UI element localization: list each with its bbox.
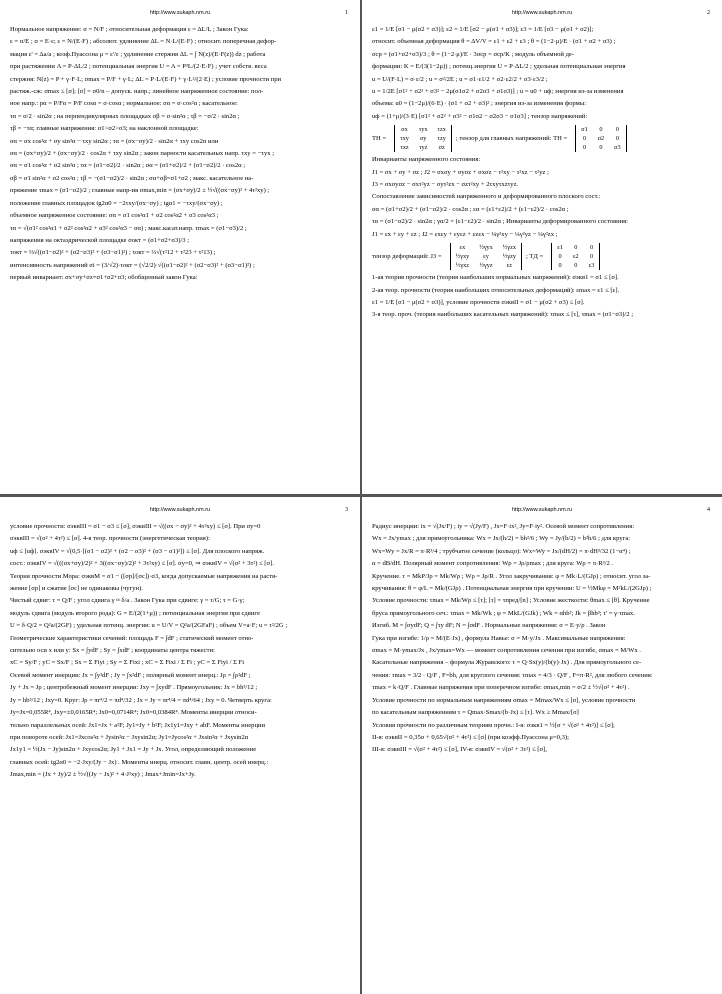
text-line: Теория прочности Мора: σэквМ = σ1 − ([σp]/[σс])·σ3, когда допускаемые напряжения на растя- xyxy=(10,572,278,580)
text-line: σmax = M·ymax/Jx , Jx/ymax=Wx — момент сопротивления сечения при изгибе, σmax = M/Wx . xyxy=(372,647,641,655)
text-line: при растяжении A = P·ΔL/2 ; потенциальная энергия U = A = P²L/(2·E·F) ; учет собств. веса xyxy=(10,63,267,71)
text-line: Гука при изгибе: 1/ρ = M/(E·Jx) , формула Навье: σ = M·y/Jx . Максимальные напряжения: xyxy=(372,634,626,642)
page-number: 4 xyxy=(707,507,710,513)
text-line: положение главных площадок tg2α0 = −2τxy/(σx−σy) ; tgα1 = −τxy/(σx−σy) ; xyxy=(10,199,223,207)
matrix-cell: ½γxy xyxy=(455,253,470,261)
matrix-cell: εy xyxy=(483,253,489,261)
text-line: τα = σ/2 · sin2α ; на перпендикулярных площадках σβ = σ·sin²α ; τβ = −σ/2 · sin2α ; xyxy=(10,112,240,120)
text-line: при повороте осей: Jx1=Jxcos²α + Jysin²α − Jxysin2α; Jy1=Jycos²α + Jxsin²α + Jxysin2α xyxy=(10,733,249,741)
matrix-cell: 0 xyxy=(558,262,562,270)
text-line: объемное напряженное состояние: σα = σ1 cos²α1 + σ2 cos²α2 + σ3 cos²α3 ; xyxy=(10,212,219,220)
matrix-cell: 0 xyxy=(589,244,594,252)
matrix-cell: 0 xyxy=(582,135,587,143)
matrix-cell: ½γxz xyxy=(455,262,470,270)
principal-strain-matrix xyxy=(551,243,600,270)
text-line: интенсивность напряжений σi = (3/√2)·τокт = (√2/2)·√((σ1−σ2)² + (σ2−σ3)² + (σ3−σ1)²) ; xyxy=(10,261,255,269)
text-line: ное напр.: pα = P/Fα = P/F cosα = σ·cosα ; нормальное: σα = σ·cos²α ; касательное: xyxy=(10,100,238,108)
text-line: σβ = σ1 sin²α + σ2 cos²α ; τβ = −(σ1−σ2)/2 · sin2α ; σα+σβ=σ1+σ2 ; макс. касательное на- xyxy=(10,174,254,182)
text-line: σα = σ1 cos²α + σ2 sin²α ; τα = (σ1−σ2)/2 · sin2α ; σα = (σ1+σ2)/2 + (σ1−σ2)/2 · cos2α ; xyxy=(10,162,246,170)
matrix-cell: 0 xyxy=(574,244,578,252)
page-url: http://www.sukaph.nm.ru xyxy=(149,10,211,16)
matrix-cell: τxz xyxy=(400,144,409,152)
matrix-cell: 0 xyxy=(574,262,578,270)
matrix-cell: 0 xyxy=(582,144,587,152)
text-line: J3 = σxσyσz − σxτ²yz − σyτ²zx − σzτ²xy + 2τxyτxzτyz. xyxy=(372,181,519,189)
text-line: напряжения на октаэдрической площадке σокт = (σ1+σ2+σ3)/3 ; xyxy=(10,236,190,244)
text-line: пряжение τmax = (σ1−σ2)/2 ; главные напр-ия σmax,min = (σx+σy)/2 ± ½√((σx−σy)² + 4τ²xy) ; xyxy=(10,187,270,195)
matrix-cell: σz xyxy=(438,144,445,152)
page-header xyxy=(372,507,712,521)
page-header xyxy=(10,10,350,24)
matrix-cell: τzx xyxy=(437,126,446,134)
text-line: III-я: σэквIII = √(σ² + 4τ²) ≤ [σ], IV-я: σэквIV = √(σ² + 3τ²) ≤ [σ], xyxy=(372,746,547,754)
text-line: объема: u0 = (1−2μ)/(6·E) · (σ1 + σ2 + σ3)² ; энергия из-за изменения формы: xyxy=(372,100,587,108)
page-number: 1 xyxy=(345,10,348,16)
matrix-cell: σ2 xyxy=(597,135,605,143)
matrix-cell: σx xyxy=(401,126,408,134)
matrix-cell: ε2 xyxy=(572,253,579,261)
matrix-cell: τyz xyxy=(419,144,428,152)
text-line: u = 1/2E [σ1² + σ2² + σ3² − 2μ(σ1σ2 + σ2σ3 + σ1σ3)] ; u = u0 + uф; энергия из-за изменения xyxy=(372,88,624,96)
page-3 xyxy=(10,507,350,981)
text-line: Геометрические характеристики сечений: площадь F = ∫dF ; статический момент отно- xyxy=(10,634,254,642)
text-line: 1-ая теория прочности (теория наибольших нормальных напряжений): σэкв1 = σ1 ≤ [σ]. xyxy=(372,274,619,282)
matrix-cell: ε3 xyxy=(588,262,595,270)
strain-tensor-matrix xyxy=(450,243,522,270)
page-1 xyxy=(10,10,350,484)
text-line: 2-ая теор. прочности (теория наибольших относительных деформаций): εmax = ε1 ≤ [ε]. xyxy=(372,286,620,294)
text-line: Изгиб. M = ∫σydF; Q = ∫τy dF; N = ∫σdF . Нормальные напряжения: σ = E·y/ρ . Закон xyxy=(372,622,606,630)
matrix-cell: εz xyxy=(506,262,513,270)
page-header xyxy=(372,10,712,24)
text-line: жение [σp] и сжатие [σс] не одинаковы (чугун). xyxy=(10,585,143,593)
matrix-cell: 0 xyxy=(615,135,619,143)
stress-tensor-matrix xyxy=(394,125,452,152)
horizontal-divider xyxy=(0,494,722,497)
text-line: ε1 = 1/E [σ1 − μ(σ2 + σ3)]; ε2 = 1/E [σ2 − μ(σ1 + σ3)]; ε3 = 1/E [σ3 − μ(σ1 + σ2)]; xyxy=(372,26,594,33)
matrix-cell: τzy xyxy=(437,135,446,143)
text-line: σα = (σ1+σ2)/2 + (σ1−σ2)/2 · cos2α ; εα = (ε1+ε2)/2 + (ε1−ε2)/2 · cos2α ; xyxy=(372,205,569,213)
text-line: τmax = k·Q/F . Главные напряжения при поперечном изгибе: σmax,min = σ/2 ± ½√(σ² + 4τ²) . xyxy=(372,684,630,692)
text-line: мация ε' = Δa/a ; коэф.Пуассона μ = ε'/ε ; удлинение стержня ΔL = ∫ N(z)/(E·F(z)) dz ; работа xyxy=(10,50,266,58)
matrix-cell: ε1 xyxy=(557,244,563,252)
text-line: Условия прочности по различным теориям прочн.: I-я: σэкв1 = ½[σ + √(σ² + 4τ²)] ≤ [σ]; xyxy=(372,721,615,729)
text-line: Jy + Jx = Jρ ; центробежный момент инерции: Jxy = ∫xydF . Прямоугольник: Jx = bh³/12 ; xyxy=(10,684,258,692)
text-line: кручивания: θ = φ/L = Mk/(GJρ) . Потенциальная энергия при кручении: U = ½Mkφ = M²kL/(2GJρ) ; xyxy=(372,585,652,593)
matrix-cell: ½γzx xyxy=(502,244,516,252)
text-line: Касательные напряжения – формула Журавского: τ = Q·Sx(y)/(b(y)·Jx) . Для прямоугольного се- xyxy=(372,659,642,667)
text-line: первый инвариант: σx+σy+σz=σ1+σ2+σ3; обобщенный закон Гука: xyxy=(10,274,198,282)
text-line: Wx=Wy = Jx/R = π·R³/4 ; трубчатое сечение (кольцо): Wx=Wy = Jx/(dH/2) = π·dH³/32 (1−α⁴) ; xyxy=(372,547,631,555)
text-line: по касательным напряжениям τ = Qmax·Smax/(b·Jx) ≤ [τ]. Wx ≥ Mmax/[σ] xyxy=(372,709,579,717)
text-line: сост.: σэквIV = √(((σx+σy)/2)² + 3((σx−σy)/2)² + 3τ²xy) ≤ [σ]. σy=0, ⇒ σэквIV = √(σ² + 3τ²) ≤ [σ]. xyxy=(10,560,274,568)
text-line: Jx1y1 = ½(Jx − Jy)sin2α + Jxycos2α; Jy1 + Jx1 = Jy + Jx. Угол, определяющий положение xyxy=(10,746,257,754)
text-line: главных осей: tg2α0 = −2·Jxy/(Jy − Jx) . Моменты инерц. относит. главн. центр. осей инерц.: xyxy=(10,758,269,766)
text-line: Условие прочности по нормальным напряжениям σmax = Mmax/Wx ≤ [σ], условие прочности xyxy=(372,696,636,704)
text-line: U = δ·Q/2 = Q²a/(2GF) ; удельная потенц. энергия: u = U/V = Q²a/(2GFaF) ; объем V=a·F; u = τ²/2G ; xyxy=(10,622,288,630)
page-url: http://www.sukaph.nm.ru xyxy=(149,507,211,513)
text-line: Инварианты напряженного состояния: xyxy=(372,156,481,164)
text-line: относит. объемная деформация θ = ΔV/V = ε1 + ε2 + ε3 ; θ = (1−2·μ)/E · (σ1 + σ2 + σ3) ; xyxy=(372,38,616,46)
text-line: J1 = σx + σy + σz ; J2 = σxσy + σyσz + σxσz − τ²xy − τ²xz − τ²yz ; xyxy=(372,168,549,176)
text-line: Wx = Jx/ymax ; для прямоугольника: Wx = Jx/(h/2) = bh²/6 ; Wy = Jy/(b/2) = b²h/6 ; для круга: xyxy=(372,535,631,543)
text-line: Чистый сдвиг: τ = Q/F ; угол сдвига γ ≈ δ/a . Закон Гука при сдвиге: γ = τ/G; τ = G·γ; xyxy=(10,597,245,605)
page-url: http://www.sukaph.nm.ru xyxy=(511,507,573,513)
matrix-cell: τxy xyxy=(400,135,409,143)
matrix-cell: σy xyxy=(419,135,427,143)
text-line: uф ≤ [uф]. σэквIV = √(0,5·[(σ1 − σ2)² + (σ2 − σ3)² + (σ3 − σ1)²]) ≤ [σ]. Для плоского напряж. xyxy=(10,547,265,555)
principal-tensor-matrix xyxy=(575,125,626,152)
text-line: J1 = εx + εy + εz ; J2 = εxεy + εyεz + εzεx − ¼γ²xy − ¼γ²yz − ¼γ²zx ; xyxy=(372,230,558,238)
page-text xyxy=(10,521,350,782)
text-line: τα = (σ1−σ2)/2 · sin2α ; γα/2 = (ε1−ε2)/2 · sin2α ; Инварианты деформированного состояния: xyxy=(372,218,629,226)
text-line: Кручение. τ = MkΡ/Jρ = Mk/Wρ ; Wρ = Jρ/R . Угол закручивания: φ = Mk·L/(GJρ) ; относит. угол за- xyxy=(372,572,651,580)
text-line: Сопоставление зависимостей напряженного и деформированного плоского сост.: xyxy=(372,193,601,201)
page-text xyxy=(10,24,350,285)
page-text xyxy=(372,521,712,757)
page-header xyxy=(10,507,350,521)
matrix-cell: 0 xyxy=(558,253,562,261)
text-line: Jy=Jx=0,055R⁴, Jxy=±0,0165R⁴; Jx0=0,0714R⁴; Jx0=0,0384R⁴. Моменты инерции относи- xyxy=(10,709,257,717)
matrix-cell: 0 xyxy=(589,253,594,261)
text-line: II-я: σэквII = 0,35σ + 0,65√(σ² + 4τ²) ≤ [σ] (при коэфф.Пуассона μ=0,3); xyxy=(372,733,569,741)
matrix-cell: εx xyxy=(459,244,466,252)
text-line: чения: τmax = 3/2 · Q/F , F=bh, для круглого сечения: τmax = 4/3 · Q/F , F=π·R², для любого сечения: xyxy=(372,671,653,679)
page-text-top xyxy=(372,24,712,123)
text-line: u = U/(F·L) = σ·ε/2 ; u = σ²/2E ; u = σ1·ε1/2 + σ2·ε2/2 + σ3·ε3/2 ; xyxy=(372,75,548,83)
text-line: xC = Sy/F ; yC = Sx/F ; Sx = Σ Fiyi ; Sy = Σ Fixi ; xC = Σ Fixi / Σ Fi ; yC = Σ Fiyi / Σ Fi xyxy=(10,659,245,667)
strain-tensor-label: тензор деформаций: J3 = xyxy=(372,253,442,261)
text-line: тельно параллельных осей: Jx1=Jx + a²F; Jy1=Jy + b²F; Jx1y1=Jxy + abF. Моменты инерции xyxy=(10,721,266,729)
text-line: σср = (σ1+σ2+σ3)/3 ; θ = (1−2·μ)/E · 3σср = σср/K ; модуль объемной де- xyxy=(372,50,575,58)
page-url: http://www.sukaph.nm.ru xyxy=(511,10,573,16)
text-line: модуль сдвига (модуль второго рода): G = E/(2(1+μ)) ; потенциальная энергия при сдвиге xyxy=(10,609,260,617)
page-number: 3 xyxy=(345,507,348,513)
text-line: σα = σx cos²α + σy sin²α − τxy sin2α ; τα = (σx−σy)/2 · sin2α + τxy cos2α или xyxy=(10,137,219,145)
stress-tensor-row xyxy=(372,123,712,154)
vertical-divider xyxy=(360,0,362,994)
text-line: ε = σ/E ; σ = E·ε; ε = N/(E·F) ; абсолют. удлинение ΔL = N·L/(E·F) ; относит. поперечная дефор- xyxy=(10,38,277,46)
text-line: условие прочности: σэквIII = σ1 − σ3 ≤ [σ], σэквIII = √((σx − σy)² + 4τ²xy) ≤ [σ]. При σy=0 xyxy=(10,523,261,530)
text-line: растяж.-сж: σmax ≤ [σ]; [σ] = σ0/n – допуск. напр.; линейное напряженное состояние: пол- xyxy=(10,88,264,96)
text-line: Радиус инерции: ix = √(Jx/F) ; iy = √(Jy/F) , Jx=F·ix², Jy=F·iy². Осевой момент сопротивления: xyxy=(372,523,635,530)
text-line: сительно оси x или y: Sx = ∫ydF ; Sy = ∫xdF ; координаты центра тяжести: xyxy=(10,647,215,655)
matrix-cell: τyx xyxy=(418,126,428,134)
matrix-cell: 0 xyxy=(599,126,603,134)
text-line: ε1 = 1/E [σ1 − μ(σ2 + σ3)], условие прочности σэквII = σ1 − μ(σ2 + σ3) ≤ [σ]. xyxy=(372,298,585,306)
page-text-bottom xyxy=(372,272,712,322)
text-line: Осевой момент инерции: Jx = ∫y²dF ; Jy = ∫x²dF ; полярный момент инерц.: Jρ = ∫ρ²dF ; xyxy=(10,671,251,679)
stress-tensor-label: TН = xyxy=(372,135,387,143)
matrix-cell: ½γyx xyxy=(479,244,493,252)
text-line: стержня: N(z) = P + γ·F·L; σmax = P/F + γ·L; ΔL = P·L/(E·F) + γ·L²/(2·E) ; условие прочности при xyxy=(10,75,282,83)
text-line: uф = (1+μ)/(3·E) [σ1² + σ2² + σ3² − σ1σ2 − σ2σ3 − σ1σ3] ; тензор напряжений: xyxy=(372,112,588,120)
text-line: σα = (σx+σy)/2 + (σx−σy)/2 · cos2α + τxy sin2α ; закон парности касательных напр. τxy = −τyx ; xyxy=(10,150,275,158)
text-line: Нормальное напряжение: σ = N/F ; относительная деформация ε = ΔL/L ; Закон Гука: xyxy=(10,26,249,33)
strain-tensor-row xyxy=(372,241,712,272)
matrix-cell: 0 xyxy=(615,126,619,134)
text-line: Jy = hb³/12 ; Jxy=0. Круг: Jρ = πr⁴/2 = πd⁴/32 ; Jx = Jy = πr⁴/4 = πd⁴/64 ; Jxy = 0. Четверть круга: xyxy=(10,696,272,704)
matrix-cell: σ1 xyxy=(581,126,588,134)
text-line: бруса прямоугольного сеч.: τmax = Mk/Wk ; φ = MkL/(GJk) ; Wk = αhb²; Jk = βhb³; τ' = γ·τmax. xyxy=(372,609,635,617)
text-line: Jmax,min = (Jx + Jy)/2 ± ½√((Jy − Jx)² + 4·J²xy) ; Jmax+Jmin=Jx+Jy. xyxy=(10,771,196,779)
text-line: τβ = −τα; главные напряжения: σ1>σ2>σ3; на наклонной площадке: xyxy=(10,125,199,133)
text-line: формации: K = E/(3(1−2μ)) ; потенц.энергия U = P·ΔL/2 ; удельная потенциальная энергия xyxy=(372,63,626,71)
matrix-cell: ½γyz xyxy=(479,262,493,270)
matrix-cell: ½γzy xyxy=(502,253,516,261)
matrix-cell: 0 xyxy=(599,144,603,152)
text-line: τα = √(σ1² cos²α1 + σ2² cos²α2 + σ3² cos²α3 − σα) ; макс.касат.напр. τmax = (σ1−σ3)/2 ; xyxy=(10,224,247,232)
principal-strain-label: ; TД = xyxy=(525,253,544,261)
page-text-middle xyxy=(372,154,712,241)
matrix-cell: σ3 xyxy=(614,144,621,152)
page-number: 2 xyxy=(707,10,710,16)
principal-tensor-label: ; тензор для главных напряжений: TН = xyxy=(455,135,568,143)
text-line: σэквIII = √(σ² + 4τ²) ≤ [σ]. 4-я теор. прочности (энергетическая теория): xyxy=(10,535,210,543)
text-line: Условие прочности: τmax = Mk/Wρ ≤ [τ]; [τ] = τпред/[n] ; Условие жесткости: θmax ≤ [θ]. Кручение xyxy=(372,597,650,605)
text-line: τокт = ⅓√((σ1−σ2)² + (σ2−σ3)² + (σ3−σ1)²) ; τокт = ⅔√(τ²12 + τ²23 + τ²13) ; xyxy=(10,249,216,257)
text-line: 3-я теор. проч. (теория наибольших касательных напряжений): τmax ≤ [τ], τmax = (σ1−σ3)/2 ; xyxy=(372,311,634,319)
page-4 xyxy=(372,507,712,981)
text-line: α = dB/dH. Полярный момент сопротивления: Wρ = Jρ/ρmax ; для круга: Wρ = π·R³/2 . xyxy=(372,560,614,568)
page-2 xyxy=(372,10,712,484)
